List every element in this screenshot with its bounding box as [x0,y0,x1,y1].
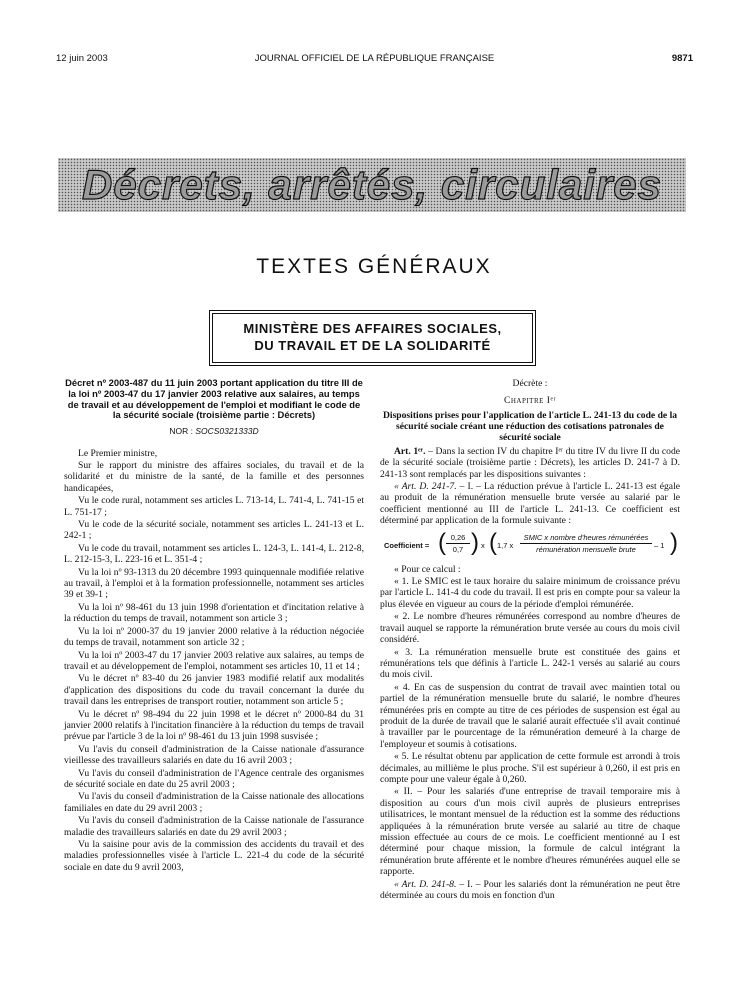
left-paragraph: Vu la loi nº 2003-47 du 17 janvier 2003 relative aux salaires, au temps de travail et au développement de l'emploi, notamment ses articles 10, 11 et 14 ; [64,649,364,672]
header-journal-title: JOURNAL OFFICIEL DE LA RÉPUBLIQUE FRANÇAISE [254,53,495,64]
right-paragraph: « Pour ce calcul : [394,563,461,575]
left-paragraph: Vu l'avis du conseil d'administration de l'Agence centrale des organismes de sécurité sociale en date du 25 avril 2003 ; [64,767,364,790]
chapter-heading: Chapitre Iᵉʳ [503,395,557,407]
formula-fraction-1 [446,532,470,556]
formula-fraction-2 [520,532,652,556]
left-paragraph: Vu l'avis du conseil d'administration de la Caisse nationale de l'assurance maladie des travailleurs salariés en date du 29 avril 2003 ; [64,815,364,838]
left-paragraph: Vu l'avis du conseil d'administration de la Caisse nationale d'assurance vieillesse des travailleurs salariés en date du 16 avril 2003 ; [64,743,364,767]
left-paragraph: Vu le décret nº 98-494 du 22 juin 1998 et le décret nº 2000-84 du 31 janvier 2000 relatifs à l'incitation financière à la réduction du temps de travail prévue par l'article 3 de la loi nº 98-461 du 13 juin 1998 susvisée ; [64,708,364,743]
left-paragraph: Sur le rapport du ministre des affaires sociales, du travail et de la solidarité et du ministre de la santé, de la famille et des personnes handicapées, [64,460,364,494]
left-paragraph: Vu la saisine pour avis de la commission des accidents du travail et des maladies professionnelles visée à l'article L. 221-4 du code de la sécurité sociale en date du 9 avril 2003, [64,839,364,873]
formula-minus-one: – 1 [654,540,665,550]
right-paragraph: « 2. Le nombre d'heures rémunérées correspond au nombre d'heures de travail auquel se rapporte la rémunération brute versée au cours du mois civil considéré. [380,611,680,646]
section-banner [58,158,686,212]
article-d241-8 [380,879,680,902]
left-paragraph: Vu la loi nº 93-1313 du 20 décembre 1993 quinquennale modifiée relative au travail, à l'emploi et à la formation professionnelle, notamment ses articles 39 et 39-1 ; [64,566,364,601]
left-column [64,378,364,874]
right-column [380,378,680,902]
formula-times: x [481,540,485,550]
fraction-2-numerator: SMIC x nombre d'heures rémunérées [520,532,652,544]
decrete-line: Décrète : [512,378,548,389]
formula-paren-close-1: ) [471,528,479,556]
left-paragraph: Vu le code de la sécurité sociale, notamment ses articles L. 241-13 et L. 242-1 ; [64,519,364,542]
left-paragraph: Vu l'avis du conseil d'administration de la Caisse nationale des allocations familiales en date du 29 avril 2003 ; [64,791,364,814]
article-d241-7-text: – I. – La réduction prévue à l'article L. 241-13 est égale au produit de la rémunération mensuelle brute versée au salarié par le coefficient mentionné au III de l'article L. 241-13. Ce coefficient est déterminé par application de la formule suivante : [380,481,680,527]
left-paragraph: Vu la loi nº 2000-37 du 19 janvier 2000 relative à la réduction négociée du temps de travail, notamment son article 32 ; [64,625,364,649]
formula-label: Coefficient = [384,540,430,550]
formula-paren-open-2: ( [489,528,497,556]
ministry-line-1: MINISTÈRE DES AFFAIRES SOCIALES, [243,321,502,336]
left-paragraph: Vu le code rural, notamment ses articles L. 713-14, L. 741-4, L. 741-15 et L. 751-17 ; [64,495,364,518]
nor-label: NOR : [169,426,193,437]
right-paragraph: « 4. En cas de suspension du contrat de travail avec maintien total ou partiel de la rémunération mensuelle brute du salarié, le nombre d'heures rémunérées pris en compte au titre de ces périodes de suspension est égal au produit de la durée de travail que le salarié aurait effectuée s'il avait continué à travailler par le pourcentage de la rémunération demeuré à la charge de l'employeur et soumis à cotisations. [380,681,680,750]
article-1 [380,446,680,480]
ministry-line-2: DU TRAVAIL ET DE LA SOLIDARITÉ [254,338,491,353]
article-d241-7 [380,481,680,527]
nor-reference [64,426,364,437]
fraction-1-numerator: 0,26 [446,532,470,544]
decree-title: Décret nº 2003-487 du 11 juin 2003 portant application du titre III de la loi nº 2003-47 du 17 janvier 2003 relative aux salaires, au temps de travail et au développement de l'emploi et modifiant le code de la sécurité sociale (troisième partie : Décrets) [65,377,363,421]
left-paragraph: Le Premier ministre, [78,447,158,459]
header-date: 12 juin 2003 [56,53,108,64]
article-d241-8-label: « Art. D. 241-8. [394,878,457,890]
article-d241-8-text: – I. – Pour les salariés dont la rémunération ne peut être déterminée au cours du mois en fonction d'un [380,878,680,902]
fraction-2-denominator: rémunération mensuelle brute [536,545,636,555]
article-1-text: – Dans la section IV du chapitre Iᵉʳ du titre IV du livre II du code de la sécurité sociale (troisième partie : Décrets), les articles D. 241-7 à D. 241-13 sont remplacés par les dispositions suivantes : [380,445,680,480]
left-paragraph: Vu le décret nº 83-40 du 26 janvier 1983 modifié relatif aux modalités d'application des dispositions du code du travail concernant la durée du travail dans les entreprises de transport routier, notamment son article 5 ; [64,673,364,708]
formula-constant: 1,7 x [497,540,514,550]
formula-paren-close-2: ) [670,528,678,556]
fraction-1-denominator: 0,7 [452,545,464,555]
article-d241-7-label: « Art. D. 241-7. [394,481,457,493]
formula-paren-open-1: ( [438,528,446,556]
left-paragraph: Vu la loi nº 98-461 du 13 juin 1998 d'orientation et d'incitation relative à la réduction du temps de travail, notamment son article 3 ; [64,601,364,625]
left-paragraph: Vu le code du travail, notamment ses articles L. 124-3, L. 141-4, L. 212-8, L. 212-15-3, L. 223-16 et L. 351-4 ; [64,542,364,566]
banner-title: Décrets, arrêtés, circulaires [81,161,663,208]
right-paragraph: « 3. La rémunération mensuelle brute est constituée des gains et rémunérations tels que définis à l'article L. 242-1 versés au salarié au cours du mois civil. [380,646,680,681]
section-heading: TEXTES GÉNÉRAUX [256,255,492,278]
coefficient-formula [380,530,680,560]
header-page-number: 9871 [671,53,693,64]
right-paragraph: « 1. Le SMIC est le taux horaire du salaire minimum de croissance prévu par l'article L. 141-4 du code du travail. Il est pris en compte pour sa valeur la plus élevée en vigueur au cours de la période d'emploi rémunérée. [380,576,680,610]
right-paragraph: « 5. Le résultat obtenu par application de cette formule est arrondi à trois décimales, au millième le plus proche. S'il est supérieur à 0,260, il est pris en compte pour une valeur égale à 0,260. [380,751,680,785]
right-paragraph: « II. – Pour les salariés d'une entreprise de travail temporaire mis à disposition au cours d'un mois civil auprès de plusieurs entreprises utilisatrices, le montant mensuel de la réduction est la somme des réductions appliquées à la rémunération brute versée au salarié au titre de chaque mission effectuée au cours de ce mois. Le coefficient mentionné au I est déterminé pour chaque mission, la formule de calcul intégrant la rémunération brute afférente et le nombre d'heures rémunérées auquel elle se rapporte. [380,786,680,878]
running-header [56,53,693,67]
nor-code: SOCS0321333D [195,426,259,437]
article-1-label: Art. 1ᵉʳ. [394,445,426,457]
ministry-box [212,313,533,363]
chapter-title: Dispositions prises pour l'application de l'article L. 241-13 du code de la sécurité sociale créant une réduction des cotisations patronales de sécurité sociale [382,409,678,443]
